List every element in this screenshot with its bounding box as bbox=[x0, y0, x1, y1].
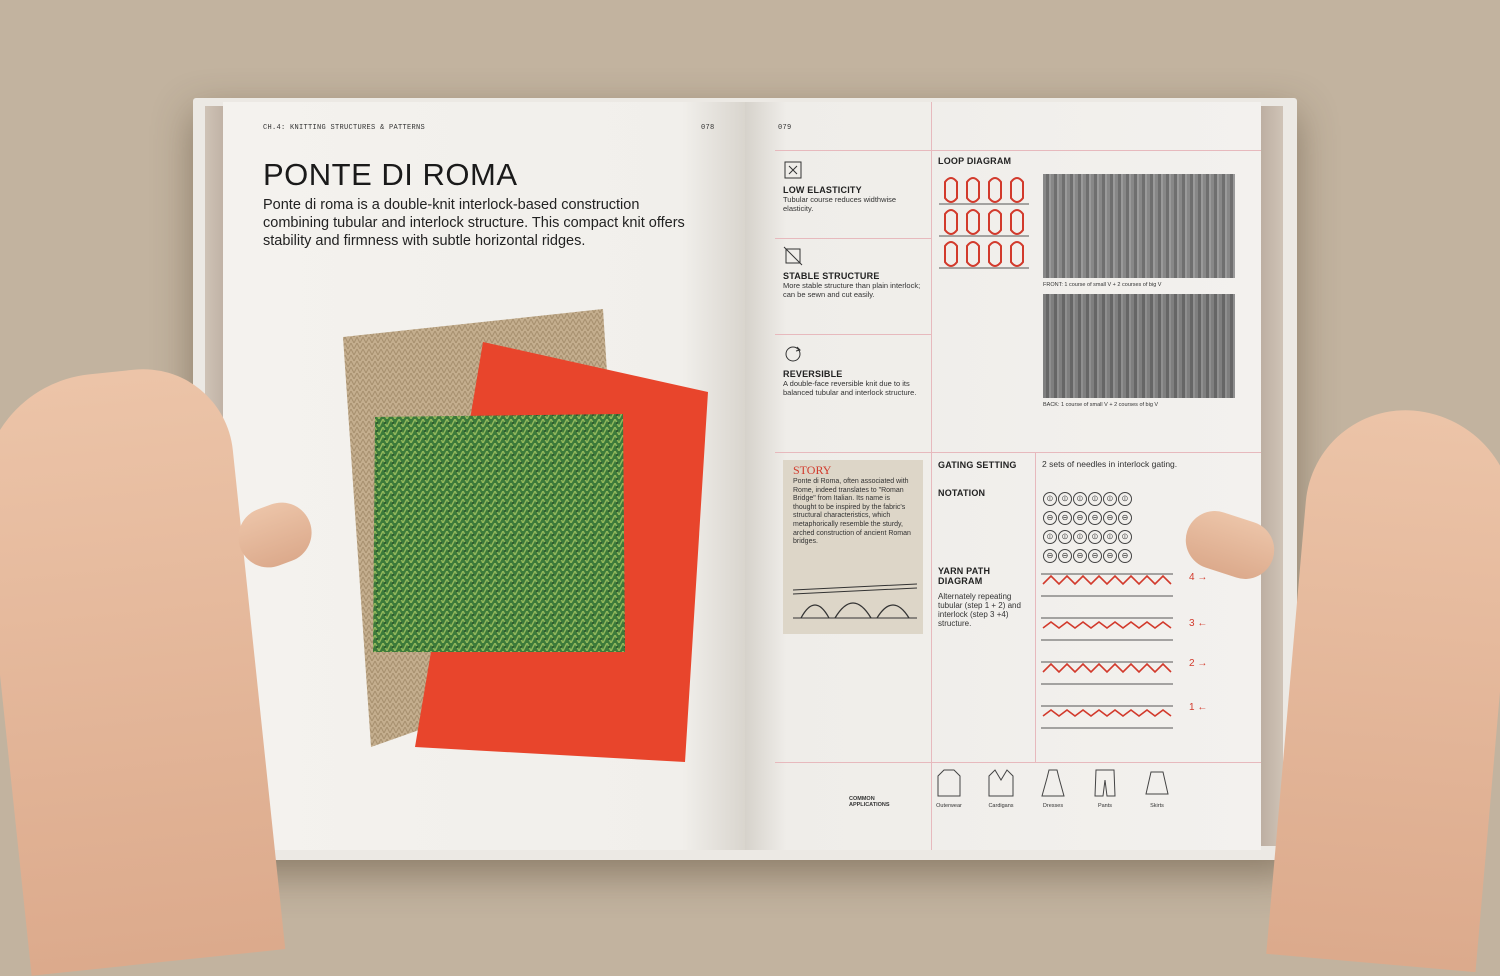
page-number-left: 078 bbox=[701, 124, 715, 132]
left-page bbox=[223, 102, 745, 850]
yarn-step-1: 1 ← bbox=[1189, 702, 1208, 713]
page-stack-right bbox=[1261, 106, 1283, 846]
bridge-illustration bbox=[791, 570, 919, 620]
back-caption: BACK: 1 course of small V + 2 courses of big V bbox=[1043, 402, 1159, 408]
front-caption: FRONT: 1 course of small V + 2 courses of big V bbox=[1043, 282, 1162, 288]
elasticity-icon bbox=[783, 160, 803, 180]
property-reversible: REVERSIBLE A double-face reversible knit due to its balanced tubular and interlock structure. bbox=[783, 344, 923, 397]
yarn-path-diagram bbox=[1041, 566, 1177, 736]
application-dresses: Dresses bbox=[1037, 768, 1069, 818]
yarn-step-2: 2 → bbox=[1189, 658, 1208, 669]
application-outerwear: Outerwear bbox=[933, 768, 965, 818]
application-skirts: Skirts bbox=[1141, 768, 1173, 818]
yarn-path-text: Alternately repeating tubular (step 1 + 2) and interlock (step 3 +4) structure. bbox=[938, 592, 1021, 628]
skirt-icon bbox=[1144, 768, 1170, 798]
story-box bbox=[783, 460, 923, 634]
applications-label: COMMON APPLICATIONS bbox=[849, 796, 890, 808]
page-title: PONTE DI ROMA bbox=[263, 157, 518, 192]
yarn-path-label: YARN PATH DIAGRAM bbox=[938, 566, 991, 586]
right-hand bbox=[1266, 402, 1500, 972]
pants-icon bbox=[1092, 768, 1118, 798]
yarn-step-3: 3 ← bbox=[1189, 618, 1208, 629]
loop-diagram-label: LOOP DIAGRAM bbox=[938, 156, 1012, 166]
story-title: STORY bbox=[793, 463, 832, 477]
application-cardigans: Cardigans bbox=[985, 768, 1017, 818]
notation-grid: ⦶ ⦶ ⦶ ⦶ ⦶ ⦶ ⊖ ⊖ ⊖ ⊖ ⊖ ⊖ ⦶ ⦶ ⦶ ⦶ ⦶ ⦶ ⊖ ⊖ ⊖ ⊖ ⊖ ⊖ bbox=[1043, 488, 1153, 564]
applications-list bbox=[933, 768, 1193, 818]
knit-photo-front bbox=[1043, 174, 1235, 278]
property-low-elasticity: LOW ELASTICITY Tubular course reduces widthwise elasticity. bbox=[783, 160, 923, 213]
story-text: Ponte di Roma, often associated with Rome, indeed translates to "Roman Bridge" from Italian. Its name is thought to be inspired by the fabric's structural characteristics, which metaphorically resemble the sturdy, arched construction of ancient Roman bridges. bbox=[793, 478, 911, 546]
dress-icon bbox=[1040, 768, 1066, 798]
fabric-swatches bbox=[303, 307, 723, 767]
loop-diagram bbox=[937, 174, 1031, 274]
intro-text: Ponte di roma is a double-knit interlock-based construction combining tubular and interlock structure. This compact knit offers stability and firmness with subtle horizontal ridges. bbox=[263, 197, 685, 249]
open-book bbox=[193, 98, 1297, 860]
yarn-step-4: 4 → bbox=[1189, 572, 1208, 583]
gating-label: GATING SETTING bbox=[938, 460, 1017, 470]
cardigan-icon bbox=[988, 768, 1014, 798]
page-number-right: 079 bbox=[778, 124, 792, 132]
property-stable-structure: STABLE STRUCTURE More stable structure than plain interlock; can be sewn and cut easily. bbox=[783, 246, 923, 299]
knit-photo-back bbox=[1043, 294, 1235, 398]
stable-structure-icon bbox=[783, 246, 803, 266]
chapter-header: CH.4: KNITTING STRUCTURES & PATTERNS bbox=[263, 124, 426, 132]
right-page bbox=[745, 102, 1261, 850]
application-pants: Pants bbox=[1089, 768, 1121, 818]
gating-value: 2 sets of needles in interlock gating. bbox=[1042, 459, 1178, 469]
outerwear-icon bbox=[936, 768, 962, 798]
reversible-icon bbox=[783, 344, 803, 364]
green-swatch bbox=[373, 414, 625, 652]
notation-label: NOTATION bbox=[938, 488, 986, 498]
